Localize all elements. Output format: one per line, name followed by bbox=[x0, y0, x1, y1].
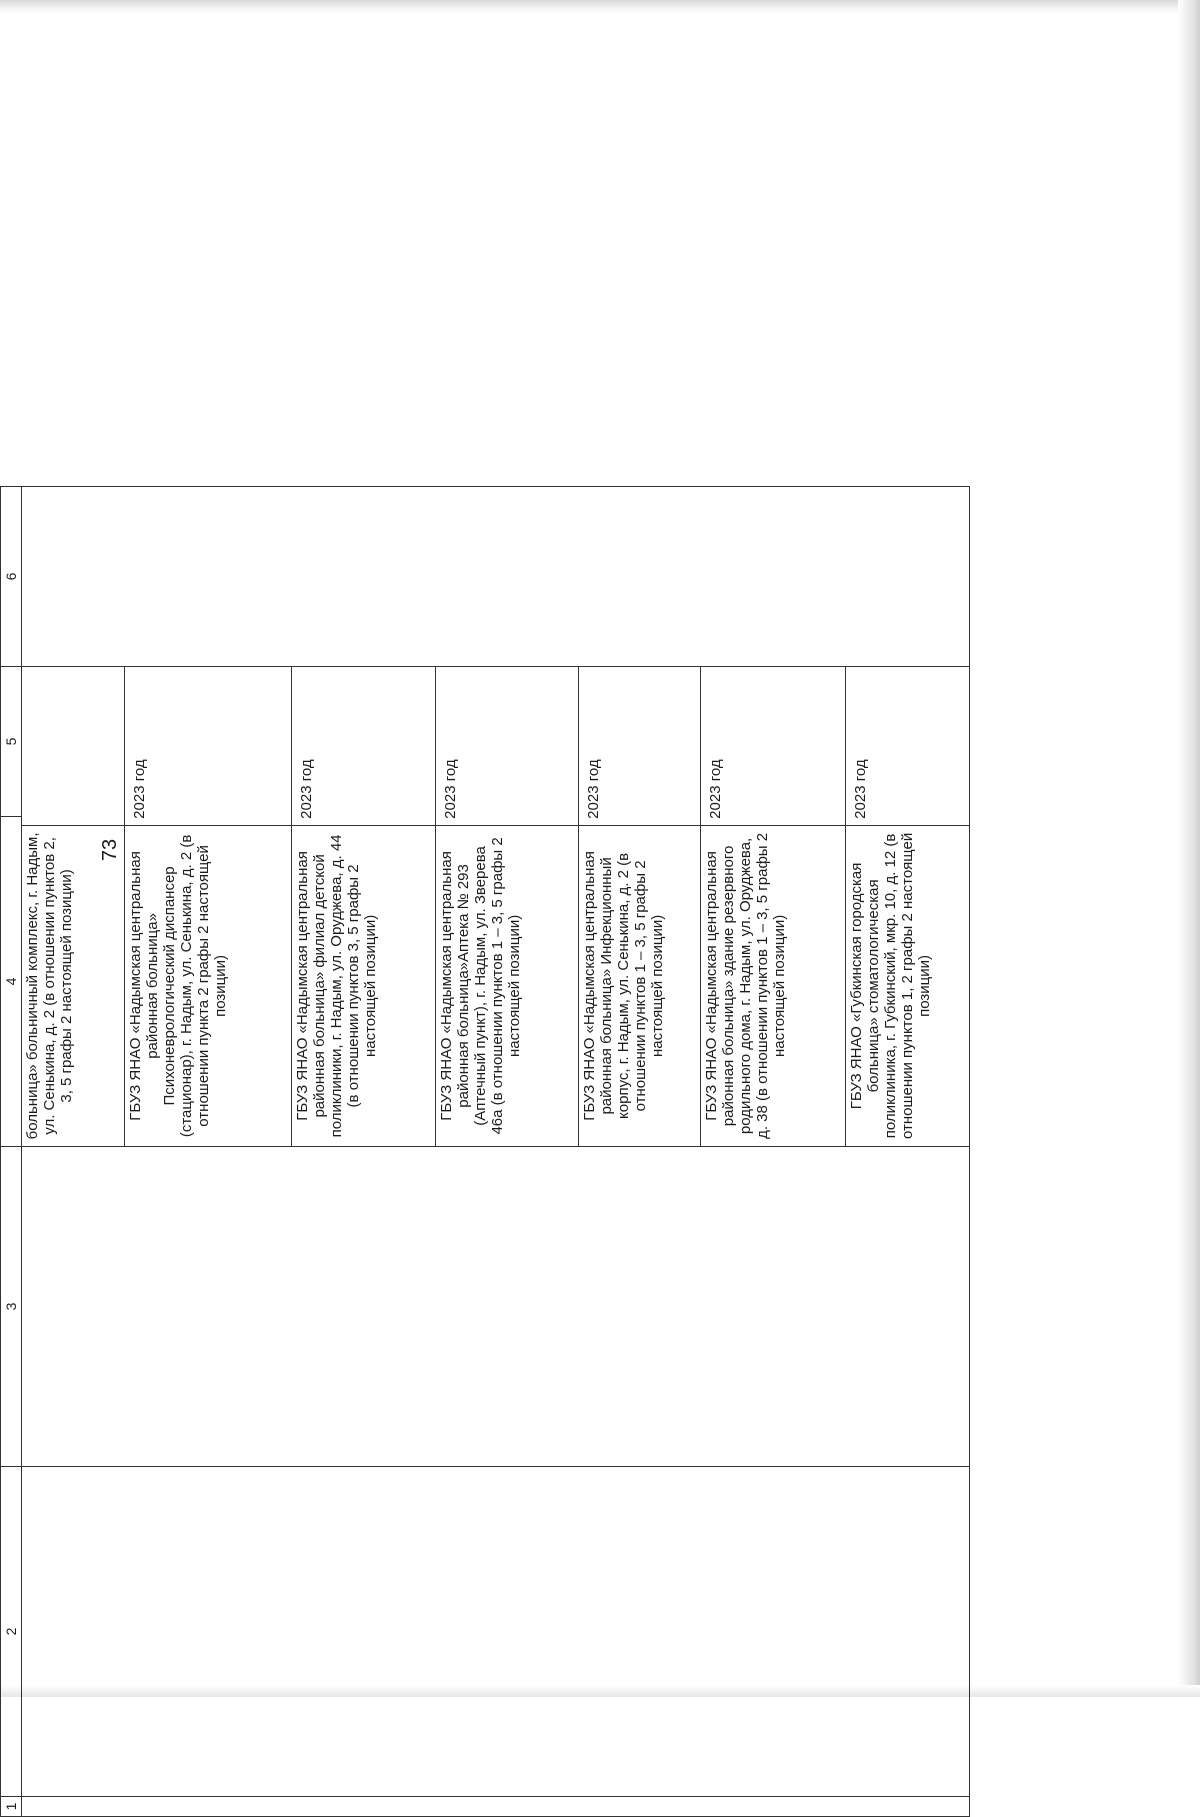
facility-cell: ГБУЗ ЯНАО «Надымская центральная районная больница» Психоневрологический диспансер (стационар), г. Надым, ул. Сенькина, д. 2 (в отношении пункта 2 графы 2 настоящей позиции) bbox=[125, 825, 291, 1146]
table-row bbox=[125, 667, 292, 1146]
table-row bbox=[846, 667, 969, 1146]
facility-cell: больница» больничный комплекс, г. Надым, ул. Сенькина, д. 2 (в отношении пунктов 2, 3, 5 графы 2 настоящей позиции) bbox=[22, 825, 124, 1146]
facility-cell: ГБУЗ ЯНАО «Надымская центральная районная больница» филиал детской поликлиники, г. Надым, ул. Оруджева, д. 44 (в отношении пунктов 3, 5 графы 2 настоящей позиции) bbox=[292, 825, 435, 1146]
year-cell: 2023 год bbox=[852, 759, 869, 819]
facility-cell: ГБУЗ ЯНАО «Надымская центральная районная больница» Инфекционный корпус, г. Надым, ул. Сенькина, д. 2 (в отношении пунктов 1 – 3, 5 графы 2 настоящей позиции) bbox=[579, 825, 700, 1146]
year-cell: 2023 год bbox=[707, 759, 724, 819]
column-number-2: 2 bbox=[1, 1467, 22, 1797]
table-row bbox=[22, 667, 125, 1146]
table-row bbox=[292, 667, 436, 1146]
facility-year-block bbox=[22, 667, 970, 1147]
cell-col-1 bbox=[22, 1797, 970, 1817]
table-body-row bbox=[22, 487, 970, 1817]
column-number-3: 3 bbox=[1, 1147, 22, 1467]
rotated-table-sheet bbox=[0, 487, 970, 1817]
document-table bbox=[0, 486, 970, 1817]
year-cell: 2023 год bbox=[442, 759, 459, 819]
scan-edge-right bbox=[1178, 0, 1200, 1697]
column-number-5: 5 bbox=[1, 667, 22, 817]
table-row bbox=[701, 667, 846, 1146]
cell-col-3 bbox=[22, 1147, 970, 1467]
facility-rows bbox=[22, 667, 969, 1146]
cell-col-2 bbox=[22, 1467, 970, 1797]
table-row bbox=[579, 667, 701, 1146]
year-cell bbox=[22, 667, 124, 825]
facility-cell: ГБУЗ ЯНАО «Губкинская городская больница» стоматологическая поликлиника, г. Губкинский, мкр. 10, д. 12 (в отношении пунктов 1, 2 графы 2 настоящей позиции) bbox=[846, 825, 969, 1146]
cell-col-6 bbox=[22, 487, 970, 667]
column-number-4: 4 bbox=[1, 817, 22, 1147]
facility-cell: ГБУЗ ЯНАО «Надымская центральная районная больница» здание резервного родильного дома, г. Надым, ул. Оруджева, д. 38 (в отношении пунктов 1 – 3, 5 графы 2 настоящей позиции) bbox=[701, 825, 845, 1146]
column-number-6: 6 bbox=[1, 487, 22, 667]
scan-edge-top bbox=[0, 0, 1200, 14]
column-number-1: 1 bbox=[1, 1797, 22, 1817]
year-cell: 2023 год bbox=[131, 759, 148, 819]
page-number: 73 bbox=[99, 838, 121, 862]
year-cell: 2023 год bbox=[298, 759, 315, 819]
column-number-row bbox=[1, 487, 22, 1817]
table-row bbox=[436, 667, 579, 1146]
year-cell: 2023 год bbox=[585, 759, 602, 819]
facility-cell: ГБУЗ ЯНАО «Надымская центральная районная больница»Аптека № 293 (Аптечный пункт), г. Надым, ул. Зверева 46а (в отношении пунктов 1 – 3, 5 графы 2 настоящей позиции) bbox=[436, 825, 578, 1146]
